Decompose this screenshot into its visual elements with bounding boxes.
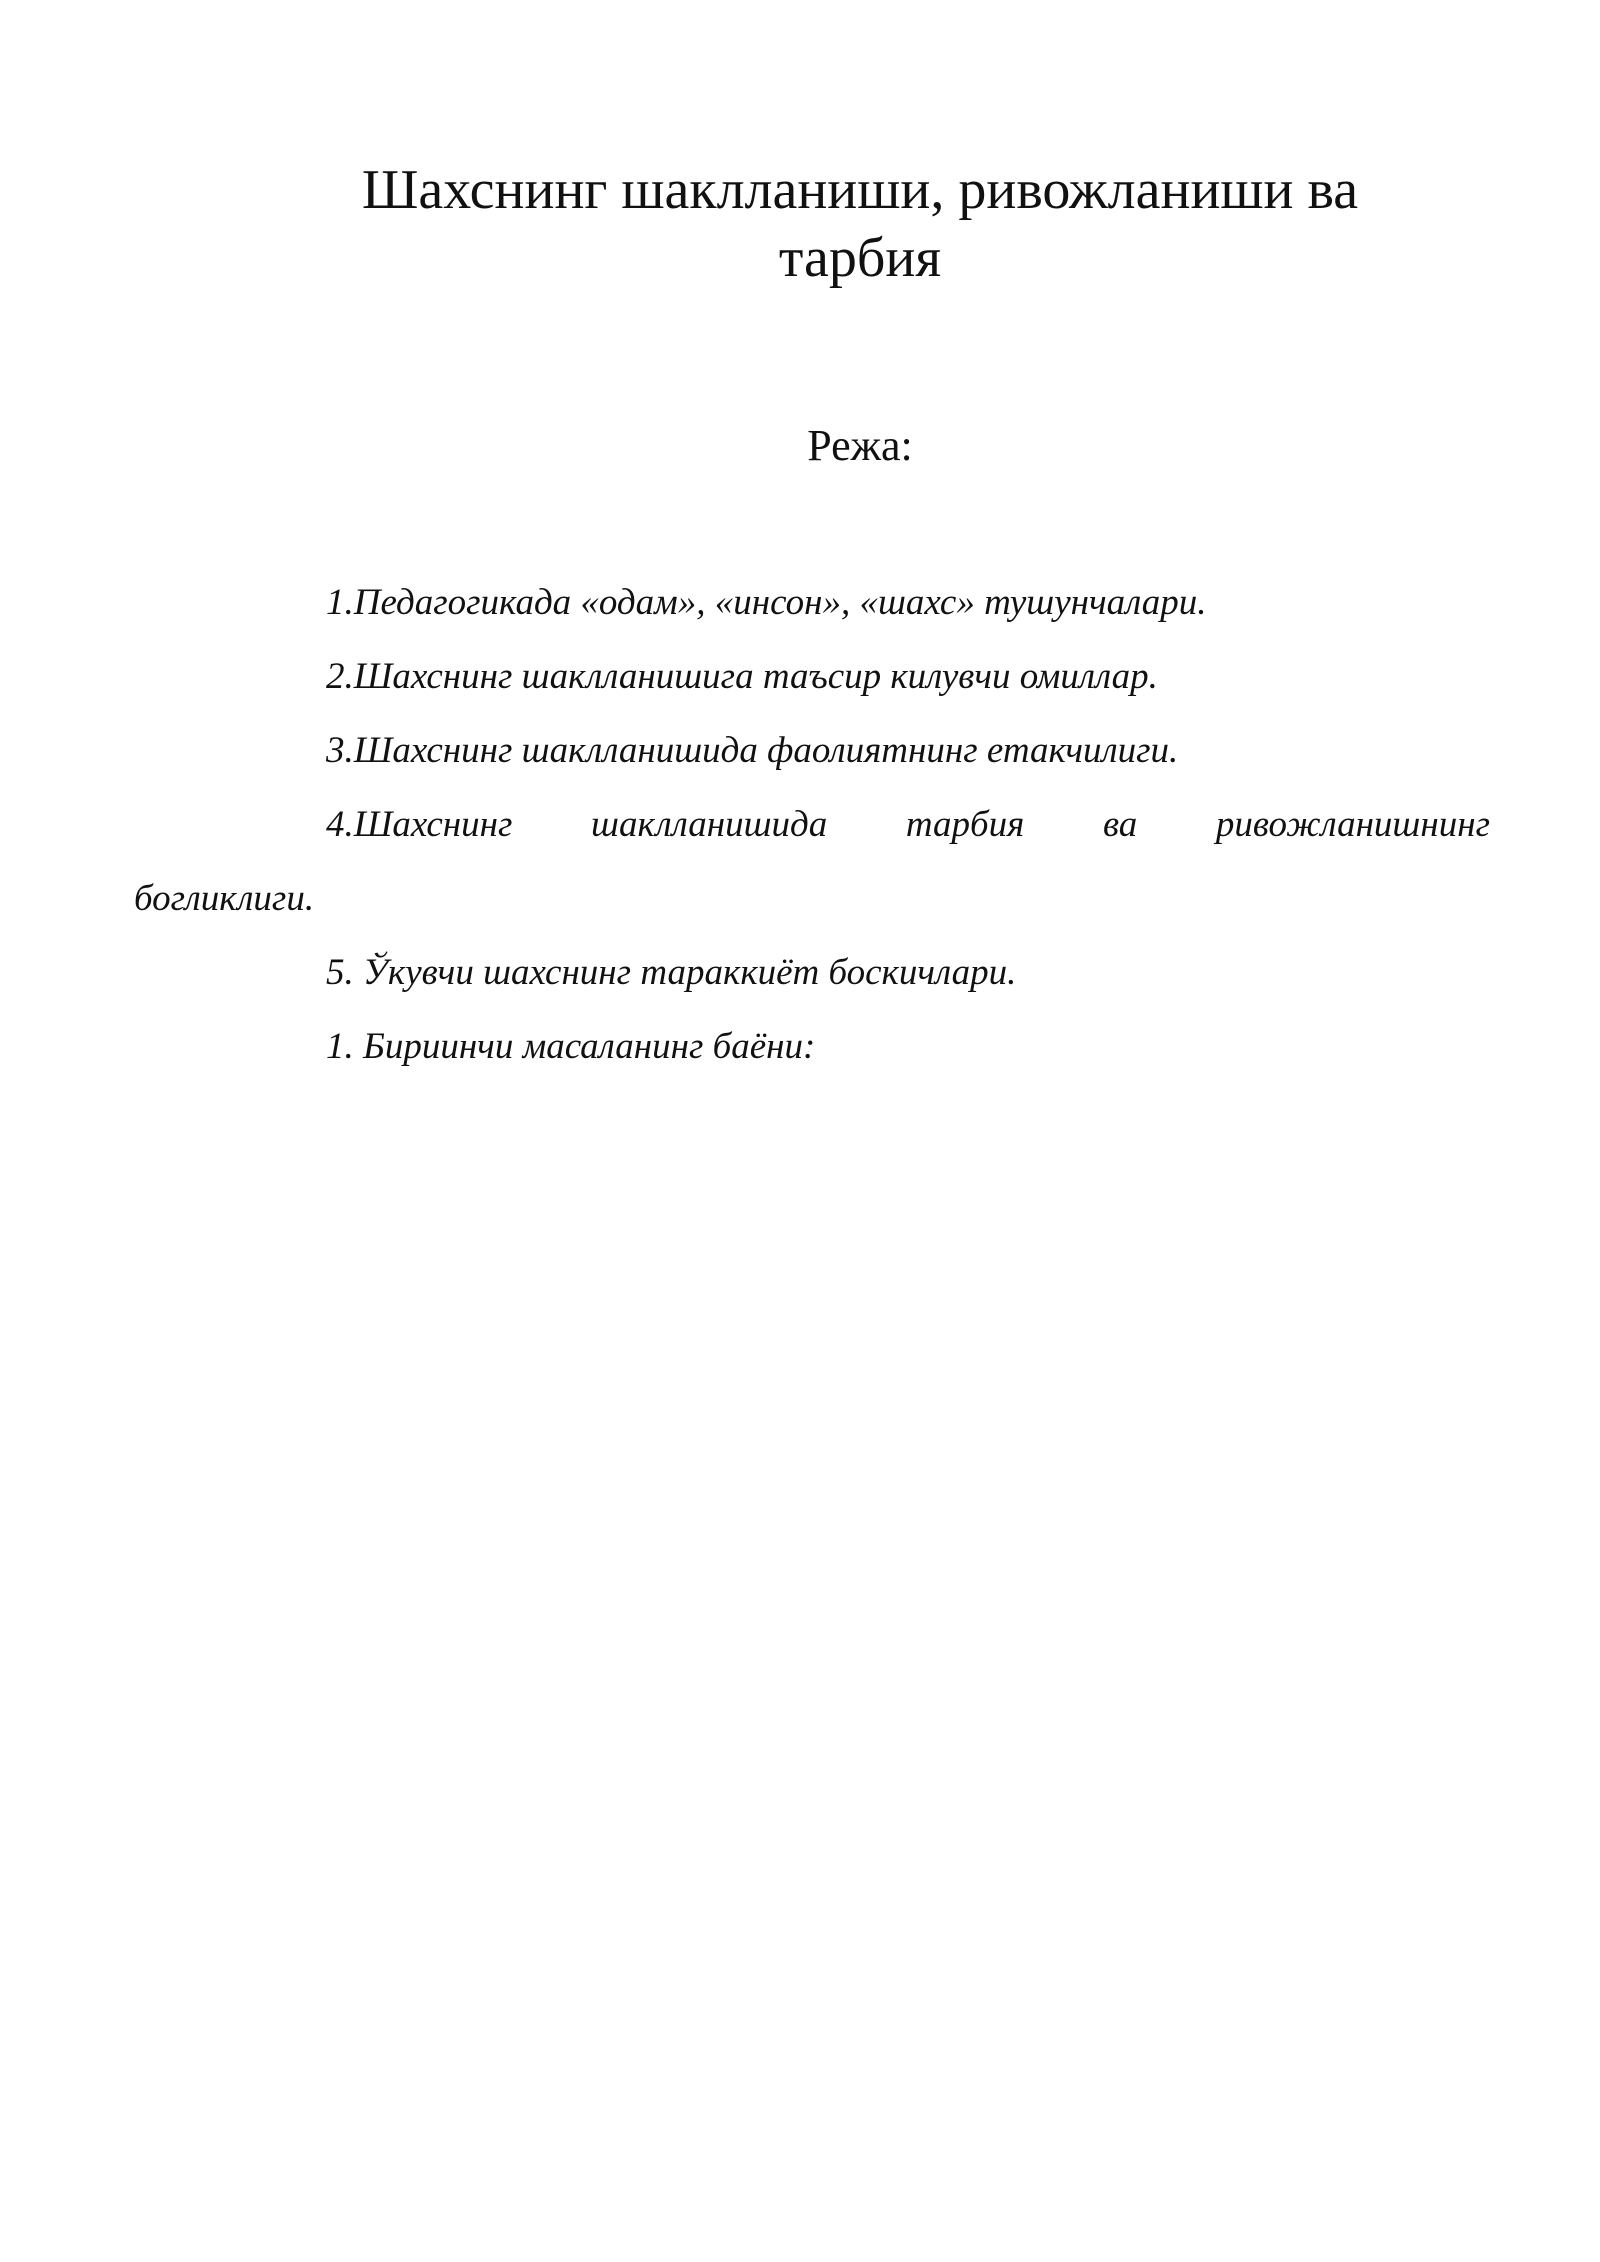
plan-item-continuation: богликлиги. <box>134 878 315 919</box>
title-line-2: тарбия <box>778 227 942 289</box>
document-title <box>230 156 1490 292</box>
plan-heading: Режа: <box>807 421 913 470</box>
title-line-1: Шахснинг шаклланиши, ривожланиши ва <box>361 159 1359 221</box>
plan-item-line: 4.Шахснинг шаклланишида тарбия ва ривожланишнинг <box>326 804 1490 845</box>
plan-item: 1. Бириинчи масаланинг баёни: <box>326 1026 816 1067</box>
plan-item <box>134 788 1490 936</box>
plan-item: 2.Шахснинг шаклланишига таъсир килувчи омиллар. <box>326 656 1158 697</box>
plan-item: 5. Ўкувчи шахснинг тараккиёт боскичлари. <box>326 952 1017 993</box>
plan-item: 3.Шахснинг шаклланишида фаолиятнинг етакчилиги. <box>326 730 1179 771</box>
plan-item: 1.Педагогикада «одам», «инсон», «шахс» тушунчалари. <box>326 582 1207 623</box>
plan-list <box>134 566 1490 1084</box>
